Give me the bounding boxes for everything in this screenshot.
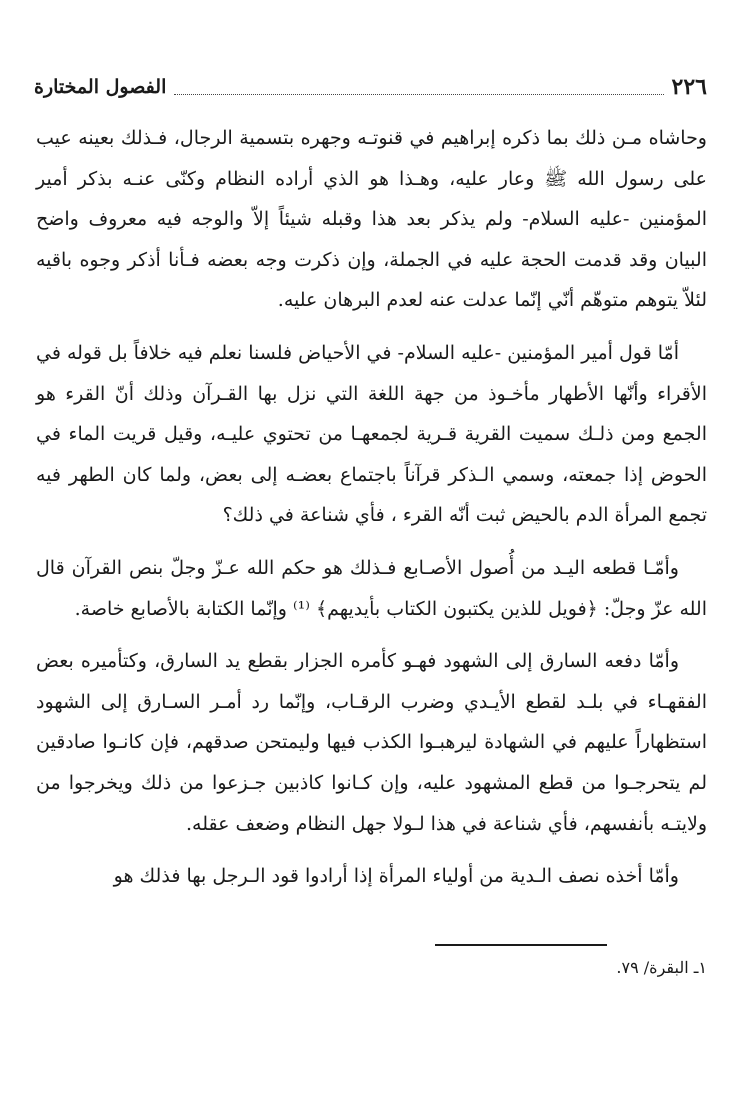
footnote-separator <box>435 944 607 946</box>
paragraph: وأمّا دفعه السارق إلى الشهود فهـو كأمره الجزار بقطع يد السارق، وكتأميره بعض الفقهـاء في بلـد لقطع الأيـدي وضرب الرقـاب، وإنّما رد أمـر السـارق إلى الشهود استظهاراً عليهم في الشهادة ليرهبـوا الكذب فيها وليمتحن صدقهم، فإن كانـوا صادقين لم يتحرجـوا من قطع المشهود عليه، وإن كـانوا كاذبين جـزعوا من ذلك ويخرجوا من ولايتـه بأنفسهم، فأي شناعة في هذا لـولا جهل النظام وضعف عقله. <box>36 650 707 835</box>
running-title: الفصول المختارة <box>34 76 167 98</box>
header-dotted-leader <box>174 80 663 95</box>
body-text <box>36 118 707 909</box>
paragraph: وحاشاه مـن ذلك بما ذكره إبراهيم في قنوتـه وجهره بتسمية الرجال، فـذلك بعينه عيب على رسول الله ﷺ وعار عليه، وهـذا هو الذي أراده النظام وكنّى عنـه بذكر أمير المؤمنين -عليه السلام- ولم يذكر بعد هذا وقبله شيئاً إلاّ والوجه فيه معروف واضح البيان وقد قدمت الحجة عليه في الجملة، وإن ذكرت وجه بعضه فـأنا أذكر وجوه باقيه لئلاّ يتوهم متوهّم أنّي إنّما عدلت عنه لعدم البرهان عليه. <box>36 127 707 312</box>
paragraph: أمّا قول أمير المؤمنين -عليه السلام- في الأحياض فلسنا نعلم فيه خلافاً بل قوله في الأقراء وأنّها الأطهار مأخـوذ من جهة اللغة التي نزل بها القـرآن وذلك أنّ القرء هو الجمع ومن ذلـك سميت القرية قـرية لجمعهـا من تحتوي عليـه، وقيل قريت الماء في الحوض إذا جمعته، وسمي الـذكر قرآناً باجتماع بعضـه إلى بعض، ولما كان الطهر فيه تجمع المرأة الدم بالحيض ثبت أنّه القرء ، فأي شناعة في ذلك؟ <box>36 341 707 527</box>
page-number: ٢٢٦ <box>671 74 707 100</box>
page-header <box>34 70 707 104</box>
paragraph: وأمّـا قطعه اليـد من أُصول الأصـابع فـذلك هو حكم الله عـزّ وجلّ بنص القرآن قال الله عزّ وجلّ: ﴿فويل للذين يكتبون الكتاب بأيديهم﴾ ⁽¹⁾ وإنّما الكتابة بالأصابع خاصة. <box>36 556 707 620</box>
paragraph: وأمّا أخذه نصف الـدية من أولياء المرأة إذا أرادوا قود الـرجل بها فذلك هو <box>113 865 679 888</box>
footnote: ١ـ البقرة/ ٧٩. <box>616 958 707 977</box>
